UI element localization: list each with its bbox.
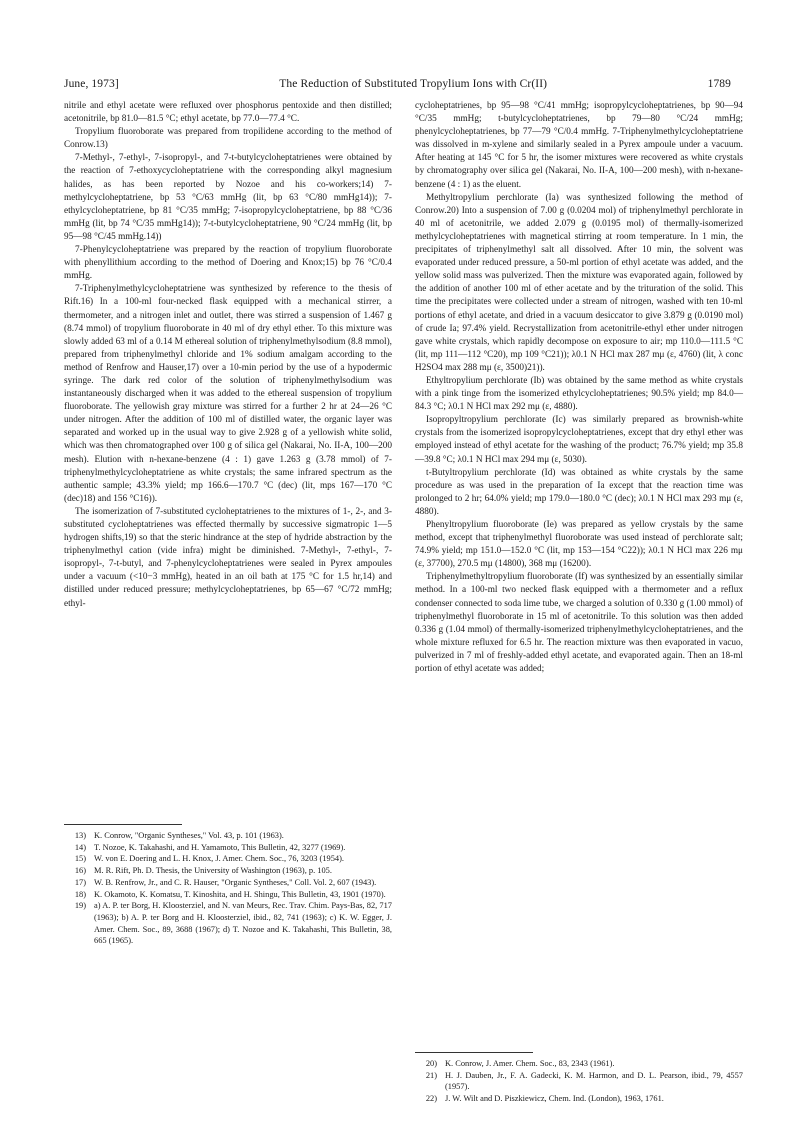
footnotes-right — [415, 1052, 743, 1105]
footnote-number: 21) — [425, 1070, 437, 1080]
paragraph-alkylcycloheptatrienes: 7-Methyl-, 7-ethyl-, 7-isopropyl-, and 7-t-butylcycloheptatrienes were obtained by the reaction of 7-ethoxycycloheptatriene with the corresponding alkyl magnesium halides, as has been reported by Nozoe and his co-workers;14) 7-methylcycloheptatriene, bp 53 °C/63 mmHg (lit, bp 63 °C/80 mmHg14)); 7-ethylcycloheptatriene, bp 81 °C/35 mmHg; 7-isopropylcycloheptatriene, bp 88 °C/36 mmHg (lit, bp 74 °C/35 mmHg14)); 7-t-butylcycloheptatriene, 90 °C/24 mmHg (lit, bp 95—98 °C/45 mmHg.14)) — [64, 153, 392, 242]
footnote-number: 14) — [74, 842, 86, 852]
footnote — [64, 900, 392, 947]
footnote — [415, 1093, 743, 1105]
footnote — [64, 865, 392, 877]
footnote-number: 20) — [425, 1059, 437, 1068]
page-number: 1789 — [707, 78, 731, 90]
footnote-number: 22) — [425, 1094, 437, 1104]
paragraph-isomer-boiling-points: cycloheptatrienes, bp 95—98 °C/41 mmHg; isopropylcycloheptatrienes, bp 90—94 °C/35 mmHg; t-butylcycloheptatrienes, bp 79—80 °C/24 mmHg; phenylcycloheptatrienes, bp 77—79 °C/0.4 mmHg. 7-Triphenylmethylcycloheptatriene was dissolved in m-xylene and similarly sealed in a Pyrex ampoule under a vacuum. After heating at 145 °C for 5 hr, the isomer mixtures were recovered as white crystals by chromatography over silica gel (Nakarai, No. II-A, 100—200 mesh), with n-hexane-benzene (4 : 1) as the eluent. — [415, 101, 743, 190]
paragraph-triphenylmethyltropylium: Triphenylmethyltropylium fluoroborate (If) was synthesized by an essentially similar method. In a 100-ml two necked flask equipped with a thermometer and a reflux condenser connected to soda lime tube, we charged a solution of 0.330 g (1.00 mmol) of triphenylmethyl fluoroborate in 15 ml of acetonitrile. To this solution was then added 0.336 g (1.04 mmol) of thermally-isomerized triphenylmethylcycloheptatrienes, and the whole mixture refluxed for 6.5 hr. The reaction mixture was then evaporated in vacuo, pulverized in 7 ml of freshly-added ethyl acetate, and evaporated again. Then an 18-ml portion of ethyl acetate was added; — [415, 572, 743, 675]
footnote-text: H. J. Dauben, Jr., F. A. Gadecki, K. M. Harmon, and D. L. Pearson, ibid., 79, 4557 (1957). — [445, 1070, 743, 1092]
footnote-number: 17) — [74, 877, 86, 887]
footnote — [64, 830, 392, 842]
footnote-text: M. R. Rift, Ph. D. Thesis, the University of Washington (1963), p. 105. — [94, 866, 332, 876]
paragraph-tropylium-fluoroborate: Tropylium fluoroborate was prepared from tropilidene according to the method of Conrow.13) — [64, 127, 392, 151]
footnote — [415, 1070, 743, 1093]
right-column — [415, 100, 743, 676]
footnote-text: W. B. Renfrow, Jr., and C. R. Hauser, "Organic Syntheses," Coll. Vol. 2, 607 (1943). — [94, 877, 377, 887]
footnote-text: J. W. Wilt and D. Piszkiewicz, Chem. Ind. (London), 1963, 1761. — [445, 1094, 664, 1104]
article-title: The Reduction of Substituted Tropylium Ions with Cr(II) — [279, 78, 548, 90]
footnote-number: 16) — [74, 866, 86, 876]
footnote-number: 13) — [74, 831, 86, 840]
running-header — [64, 78, 731, 90]
footnote-text: K. Conrow, "Organic Syntheses," Vol. 43, p. 101 (1963). — [94, 831, 284, 840]
footnote-text: W. von E. Doering and L. H. Knox, J. Amer. Chem. Soc., 76, 3203 (1954). — [94, 854, 344, 864]
paragraph-methyltropylium: Methyltropylium perchlorate (Ia) was synthesized following the method of Conrow.20) Into a suspension of 7.00 g (0.0204 mol) of triphenylmethyl perchlorate in 40 ml of acetonitrile, we added 2.079 g (0.0195 mol) of thermally-isomerized methylcycloheptatrienes with magnetical stirring at room temperature. In 1 min, the precipitates of triphenylmethyl salt all dissolved. After 10 min, the solvent was evaporated under reduced pressure, a 50-ml portion of ethyl acetate was added, and the yellow solid mass was pulverized. Then the mixture was evaporated again, followed by the addition of another 100 ml of ether acetate and by the trituration of the solid. This time the precipitates were collected under a stream of nitrogen, washed with ten 10-ml portions of ethyl acetate, and dried in a vacuum desiccator to give 3.879 g (0.0190 mol) of crude Ia; 97.4% yield. Recrystallization from acetonitrile-ethyl ether under nitrogen gave white crystals, which rapidly decompose on exposure to air; mp 110.0—111.5 °C (lit, mp 111—112 °C20), mp 109 °C21)); λ0.1 N HCl max 287 mμ (ε, 4760) (lit, λ conc H2SO4 max 288 mμ (ε, 3500)21)). — [415, 192, 743, 373]
footnote-text: a) A. P. ter Borg, H. Kloosterziel, and N. van Meurs, Rec. Trav. Chim. Pays-Bas, 82, 717 (1963); b) A. P. ter Borg and H. Kloosterziel, ibid., 82, 741 (1963); c) K. W. Egger, J. Amer. Chem. Soc., 89, 3688 (1967); d) T. Nozoe and K. Takahashi, This Bulletin, 38, 665 (1965). — [94, 901, 392, 946]
paragraph-solvent-purification: nitrile and ethyl acetate were refluxed over phosphorus pentoxide and then distilled; acetonitrile, bp 81.0—81.5 °C; ethyl acetate, bp 77.0—77.4 °C. — [64, 101, 392, 125]
paragraph-triphenylmethylcycloheptatriene: 7-Triphenylmethylcycloheptatriene was synthesized by reference to the thesis of Rift.16) In a 100-ml four-necked flask equipped with a mechanical stirrer, a thermometer, and a nitrogen inlet and outlet, there was stirred a suspension of 1.467 g (8.74 mmol) of tropylium fluoroborate in 40 ml of dry ethyl ether. To this mixture was slowly added 63 ml of a 0.14 M ethereal solution of triphenylmethylsodium (8.8 mmol), prepared from triphenylmethyl chloride and 1% sodium amalgam according to the method of Renfrow and Hauser,17) over a 10-min period by the use of a hypodermic syringe. The dark red color of the solution of triphenylmethylsodium was instantaneously discharged when it was added to the ethereal suspension of tropylium fluoroborate. The yellowish gray mixture was stirred for a further 2 hr at 24—26 °C under nitrogen. After the addition of 100 ml of distilled water, the organic layer was separated and worked up in the usual way to give 2.928 g of a yellowish white solid, which was then chromatographed over 100 g of silica gel (Nakarai, No. II-A, 100—200 mesh). Elution with n-hexane-benzene (4 : 1) gave 1.263 g (3.78 mmol) of 7-triphenylmethylcycloheptatriene as white crystals; the same infrared spectrum as the authentic sample; 43.3% yield; mp 166.6—170.7 °C (dec) (lit, mps 167—170 °C (dec)18) and 156 °C16)). — [64, 284, 392, 504]
footnote-text: T. Nozoe, K. Takahashi, and H. Yamamoto, This Bulletin, 42, 3277 (1969). — [94, 842, 346, 852]
footnote-text: K. Conrow, J. Amer. Chem. Soc., 83, 2343 (1961). — [445, 1059, 615, 1068]
footnote — [64, 842, 392, 854]
paragraph-phenylcycloheptatriene: 7-Phenylcycloheptatriene was prepared by the reaction of tropylium fluoroborate with phenyllithium according to the method of Doering and Knox;15) bp 76 °C/0.4 mmHg. — [64, 245, 392, 282]
paragraph-isopropyltropylium: Isopropyltropylium perchlorate (Ic) was similarly prepared as brownish-white crystals from the isomerized isopropylcycloheptatrienes, except that dry ethyl ether was employed instead of ethyl acetate for the washing of the product; 76.7% yield; mp 35.8—39.8 °C; λ0.1 N HCl max 294 mμ (ε, 5030). — [415, 415, 743, 465]
paragraph-t-butyltropylium: t-Butyltropylium perchlorate (Id) was obtained as white crystals by the same procedure as was used in the preparation of Ia except that the reaction time was prolonged to 2 hr; 64.0% yield; mp 179.0—180.0 °C (dec); λ0.1 N HCl max 293 mμ (ε, 4880). — [415, 467, 743, 517]
footnote — [415, 1058, 743, 1070]
paragraph-phenyltropylium: Phenyltropylium fluoroborate (Ie) was prepared as yellow crystals by the same method, except that triphenylmethyl fluoroborate was used instead of perchlorate salt; 74.9% yield; mp 151.0—152.0 °C (lit, mp 153—154 °C22)); λ0.1 N HCl max 226 mμ (ε, 37700), 270.5 mμ (14800), 368 mμ (16200). — [415, 520, 743, 570]
footnote — [64, 853, 392, 865]
footnote — [64, 877, 392, 889]
footnote-text: K. Okamoto, K. Komatsu, T. Kinoshita, and H. Shingu, This Bulletin, 43, 1901 (1970). — [94, 889, 386, 899]
footnote-number: 18) — [74, 889, 86, 899]
left-column — [64, 100, 392, 611]
footnote-number: 19) — [74, 901, 86, 911]
footnote-divider — [415, 1052, 533, 1053]
footnote-number: 15) — [74, 854, 86, 864]
footnote-divider — [64, 824, 182, 825]
footnote — [64, 889, 392, 901]
paragraph-ethyltropylium: Ethyltropylium perchlorate (Ib) was obtained by the same method as white crystals with a pink tinge from the isomerized ethylcycloheptatrienes; 90.5% yield; mp 84.0—84.3 °C; λ0.1 N HCl max 292 mμ (ε, 4880). — [415, 375, 743, 413]
issue-date: June, 1973] — [64, 78, 119, 90]
paragraph-isomerization: The isomerization of 7-substituted cycloheptatrienes to the mixtures of 1-, 2-, and 3-substituted cycloheptatrienes was effected thermally by successive sigmatropic 1—5 hydrogen shifts,19) so that the steric hindrance at the step of hydride abstraction by the triphenylmethyl cation (vide infra) might be diminished. 7-Methyl-, 7-ethyl-, 7-isopropyl-, 7-t-butyl, and 7-phenylcycloheptatrienes were sealed in Pyrex ampoules under a vacuum (<10−3 mmHg), heated in an oil bath at 175 °C for 1.5 hr,14) and distilled under reduced pressure; methylcycloheptatrienes, bp 65—67 °C/72 mmHg; ethyl- — [64, 506, 392, 609]
footnotes-left — [64, 824, 392, 947]
